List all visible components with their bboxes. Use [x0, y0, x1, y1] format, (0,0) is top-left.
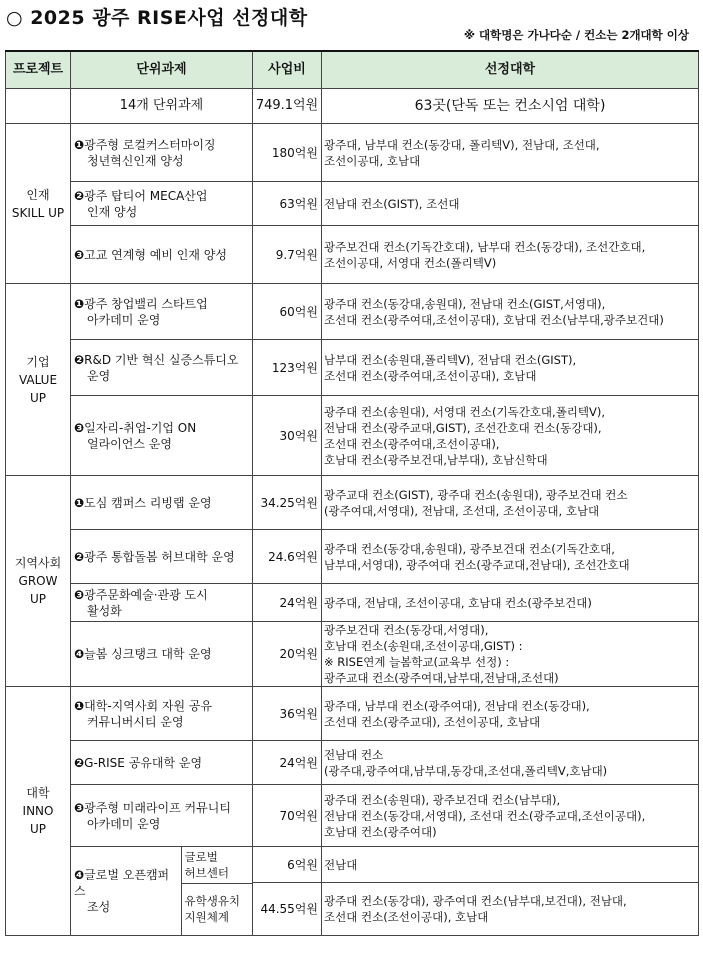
selected-cell	[322, 476, 699, 530]
task-number: ❷	[74, 188, 85, 203]
summary-budget: 749.1억원	[253, 89, 322, 124]
header-row	[6, 51, 699, 89]
selected-university-line: 조선대 컨소(광주교대), 조선이공대, 호남대	[324, 714, 541, 729]
selected-university-line: 광주교대 컨소(GIST), 광주대 컨소(송원대), 광주보건대 컨소	[324, 487, 628, 502]
selected-university-line: 광주대 컨소(동강대), 광주여대 컨소(남부대,보건대), 전남대,	[324, 894, 627, 909]
task-cell	[71, 847, 181, 935]
budget-cell: 63억원	[253, 182, 322, 226]
task-cell	[71, 847, 253, 936]
selected-cell	[322, 847, 699, 883]
task-name-line: ❷G-RISE 공유대학 운영	[74, 755, 203, 770]
selected-cell	[322, 883, 699, 936]
selected-university-line: 전남대 컨소(GIST), 조선대	[324, 196, 460, 211]
task-number: ❸	[74, 587, 85, 602]
task-cell	[71, 284, 253, 340]
task-cell	[71, 622, 253, 687]
selected-cell	[322, 124, 699, 182]
task-cell	[71, 182, 253, 226]
budget-cell: 24억원	[253, 584, 322, 622]
task-name-line: ❶광주 창업밸리 스타트업	[74, 296, 208, 311]
selected-university-line: 조선이공대, 서영대 컨소(폴리텍Ⅴ)	[324, 255, 497, 270]
task-name-line: ❸광주문화예술·관광 도시	[74, 587, 208, 602]
task-name-line: ❸일자리-취업-기업 ON	[74, 420, 197, 435]
selected-university-line: 광주대 컨소(동강대,송원대), 전남대 컨소(GIST,서영대),	[324, 296, 606, 311]
task-number: ❶	[74, 296, 85, 311]
selected-university-line: 조선대 컨소(광주여대,조선이공대), 호남대 컨소(남부대,광주보건대)	[324, 312, 664, 327]
task-name-line: 청년혁신인재 양성	[87, 153, 184, 168]
selected-cell	[322, 622, 699, 687]
task-name-line: ❶대학-지역사회 자원 공유	[74, 698, 213, 713]
task-name-line: 아카데미 운영	[87, 816, 161, 831]
budget-cell: 70억원	[253, 785, 322, 847]
task-name	[74, 800, 250, 832]
project-name-line: 지역사회	[14, 556, 62, 570]
header-selected: 선정대학	[322, 51, 699, 89]
selected-university-line: 조선이공대, 호남대	[324, 153, 421, 168]
task-number: ❸	[74, 420, 85, 435]
selected-university-line: ※ RISE연계 늘봄학교(교육부 선정) :	[324, 655, 510, 669]
project-name-line: VALUE	[18, 372, 58, 387]
task-row	[6, 396, 699, 476]
task-name	[74, 495, 250, 511]
task-number: ❶	[74, 495, 85, 510]
selected-cell	[322, 226, 699, 284]
project-name-line: 대학	[26, 786, 50, 800]
selected-cell	[322, 284, 699, 340]
task-row	[6, 741, 699, 785]
selected-university-line: 전남대 컨소	[324, 747, 384, 762]
task-cell	[71, 124, 253, 182]
task-number: ❸	[74, 247, 85, 262]
task-name	[74, 587, 250, 619]
budget-cell: 24억원	[253, 741, 322, 785]
task-row	[6, 124, 699, 182]
task-number: ❷	[74, 352, 85, 367]
selected-university-line: 전남대	[324, 857, 358, 872]
document-title: ○ 2025 광주 RISE사업 선정대학	[6, 7, 308, 29]
budget-cell: 60억원	[253, 284, 322, 340]
selection-table	[5, 50, 699, 936]
project-name-line: 인재	[26, 187, 50, 202]
task-name	[74, 137, 250, 169]
task-number: ❷	[74, 755, 85, 770]
task-cell	[71, 396, 253, 476]
task-name-line: ❹늘봄 싱크탱크 대학 운영	[74, 647, 212, 661]
open-campus-split	[71, 847, 253, 935]
selected-cell	[322, 785, 699, 847]
task-name-line: 커뮤니버시티 운영	[87, 714, 184, 729]
selected-university-line: 호남대 컨소(광주여대)	[324, 824, 437, 839]
sub-task-label-line: 글로벌	[184, 849, 218, 864]
task-name-line: 인재 양성	[87, 204, 138, 219]
task-name-line: ❷R&D 기반 혁신 실증스튜디오	[74, 352, 239, 367]
task-row	[6, 785, 699, 847]
project-name-line: GROW	[18, 574, 58, 588]
selected-university-line: 광주대 컨소(송원대), 서영대 컨소(기독간호대,폴리텍Ⅴ),	[324, 404, 606, 419]
selected-university-line: 호남대 컨소(광주보건대,남부대), 호남신학대	[324, 452, 548, 467]
budget-cell: 24.6억원	[253, 530, 322, 584]
budget-cell: 36억원	[253, 687, 322, 741]
selected-university-line: 광주보건대 컨소(동강대,서영대),	[324, 623, 489, 637]
task-name-line: ❶광주형 로컬커스터마이징	[74, 137, 216, 152]
project-cell	[6, 476, 71, 687]
sub-task-label	[181, 883, 253, 935]
task-name-line: ❷광주 탑티어 MECA산업	[74, 188, 208, 203]
project-cell	[6, 124, 71, 284]
summary-project	[6, 89, 71, 124]
task-name-line: 아카데미 운영	[87, 312, 161, 327]
project-name-line: 기업	[26, 354, 50, 369]
budget-cell: 20억원	[253, 622, 322, 687]
task-row	[6, 847, 699, 883]
task-row	[6, 284, 699, 340]
budget-cell: 180억원	[253, 124, 322, 182]
task-name-line: 활성화	[87, 603, 122, 618]
header-task: 단위과제	[71, 51, 253, 89]
project-cell	[6, 284, 71, 476]
selected-university-line: 광주대, 남부대 컨소(광주여대), 전남대 컨소(동강대),	[324, 698, 590, 713]
task-cell	[71, 226, 253, 284]
budget-cell: 123억원	[253, 340, 322, 396]
task-cell	[71, 340, 253, 396]
summary-selected: 63곳(단독 또는 컨소시엄 대학)	[322, 89, 699, 124]
header-project: 프로젝트	[6, 51, 71, 89]
summary-row	[6, 89, 699, 124]
task-cell	[71, 476, 253, 530]
project-name-line: UP	[29, 592, 47, 606]
task-name	[74, 755, 250, 771]
selected-cell	[322, 530, 699, 584]
selected-university-line: 광주대, 전남대, 조선이공대, 호남대 컨소(광주보건대)	[324, 595, 592, 610]
selected-university-line: 광주대, 남부대 컨소(동강대, 폴리텍Ⅴ), 전남대, 조선대,	[324, 137, 600, 152]
task-name	[74, 549, 250, 565]
selected-university-line: (광주여대,서영대), 전남대, 조선대, 조선이공대, 호남대	[324, 503, 600, 518]
selected-university-line: 전남대 컨소(동강대,서영대), 조선대 컨소(광주교대,조선이공대),	[324, 808, 646, 823]
task-row	[6, 476, 699, 530]
task-cell	[71, 530, 253, 584]
budget-cell: 44.55억원	[253, 883, 322, 936]
selected-university-line: 광주보건대 컨소(기독간호대), 남부대 컨소(동강대), 조선간호대,	[324, 239, 646, 254]
sub-task-label-line: 유학생유치	[184, 894, 241, 909]
sub-task-label-line: 지원체계	[184, 910, 229, 925]
task-row	[6, 340, 699, 396]
task-cell	[71, 584, 253, 622]
task-name	[74, 867, 179, 915]
task-row	[6, 622, 699, 687]
project-name-line: INNO	[22, 804, 54, 818]
task-row	[6, 530, 699, 584]
selected-university-line: 호남대 컨소(송원대,조선이공대,GIST) :	[324, 639, 523, 653]
task-number: ❹	[74, 647, 85, 661]
task-number: ❶	[74, 137, 85, 152]
selected-university-line: 조선대 컨소(광주여대,조선이공대), 호남대	[324, 368, 537, 383]
selected-university-line: 남부대,서영대), 광주여대 컨소(광주교대,전남대), 조선간호대	[324, 557, 630, 572]
budget-cell: 9.7억원	[253, 226, 322, 284]
sub-task-label	[181, 847, 253, 883]
task-row	[6, 584, 699, 622]
task-name-line: 얼라이언스 운영	[87, 436, 172, 451]
selected-university-line: (광주대,광주여대,남부대,동강대,조선대,폴리텍Ⅴ,호남대)	[324, 763, 608, 778]
summary-task: 14개 단위과제	[71, 89, 253, 124]
selected-cell	[322, 396, 699, 476]
budget-cell: 30억원	[253, 396, 322, 476]
selected-cell	[322, 340, 699, 396]
selected-university-line: 남부대 컨소(송원대,폴리텍Ⅴ), 전남대 컨소(GIST),	[324, 352, 577, 367]
selected-university-line: 조선대 컨소(조선이공대), 호남대	[324, 910, 489, 925]
task-name	[74, 646, 250, 662]
budget-cell: 34.25억원	[253, 476, 322, 530]
budget-cell: 6억원	[253, 847, 322, 883]
task-name-line: 운영	[87, 368, 111, 383]
task-name	[74, 698, 250, 730]
selected-cell	[322, 741, 699, 785]
task-name-line: ❷광주 통합돌봄 허브대학 운영	[74, 549, 235, 564]
project-name-line: UP	[29, 822, 47, 836]
sorting-note: ※ 대학명은 가나다순 / 컨소는 2개대학 이상	[463, 28, 689, 42]
task-number: ❸	[74, 800, 85, 815]
header-budget: 사업비	[253, 51, 322, 89]
task-row	[6, 226, 699, 284]
task-cell	[71, 741, 253, 785]
task-cell	[71, 785, 253, 847]
selected-university-line: 전남대 컨소(광주교대,GIST), 조선간호대 컨소(동강대),	[324, 420, 602, 435]
selected-university-line: 광주대 컨소(동강대,송원대), 광주보건대 컨소(기독간호대,	[324, 541, 615, 556]
task-row	[6, 687, 699, 741]
task-name	[74, 352, 250, 384]
task-row	[6, 182, 699, 226]
task-name-line: ❹글로벌 오픈캠퍼스	[74, 868, 170, 898]
open-campus-sub-row	[71, 847, 253, 883]
selected-university-line: 광주교대 컨소(광주여대,남부대,전남대,조선대)	[324, 671, 559, 685]
selected-university-line: 광주대 컨소(송원대), 광주보건대 컨소(남부대),	[324, 792, 561, 807]
task-number: ❹	[74, 868, 85, 882]
task-name	[74, 420, 250, 452]
task-name	[74, 247, 250, 263]
task-name	[74, 188, 250, 220]
task-name-line: ❶도심 캠퍼스 리빙랩 운영	[74, 495, 212, 510]
task-name-line: ❸고교 연계형 예비 인재 양성	[74, 247, 227, 262]
task-cell	[71, 687, 253, 741]
task-number: ❶	[74, 698, 85, 713]
selected-cell	[322, 182, 699, 226]
task-name-line: ❸광주형 미래라이프 커뮤니티	[74, 800, 231, 815]
task-name-line: 조성	[87, 900, 111, 914]
project-name-line: UP	[29, 390, 47, 405]
selected-university-line: 조선대 컨소(광주여대,조선이공대),	[324, 436, 500, 451]
task-number: ❷	[74, 549, 85, 564]
sub-task-label-line: 허브센터	[184, 865, 229, 880]
task-name	[74, 296, 250, 328]
project-cell	[6, 687, 71, 936]
project-name-line: SKILL UP	[11, 205, 65, 220]
selected-cell	[322, 687, 699, 741]
selected-cell	[322, 584, 699, 622]
